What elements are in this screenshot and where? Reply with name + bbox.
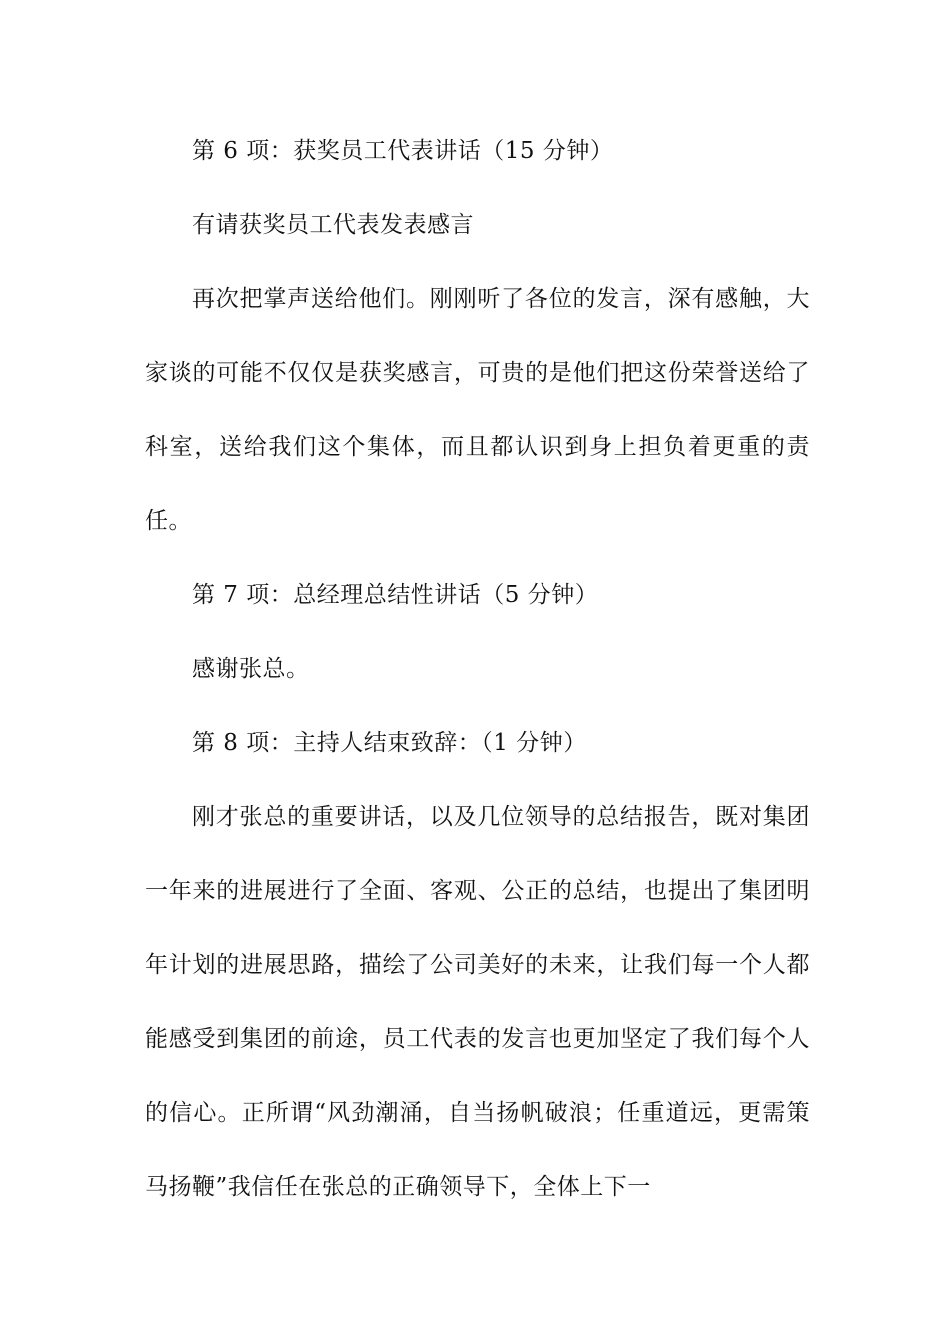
item-6-invitation: 有请获奖员工代表发表感言 [192, 212, 474, 238]
item-6-remarks: 再次把掌声送给他们。刚刚听了各位的发言，深有感触，大家谈的可能不仅仅是获奖感言，可贵的是他们把这份荣誉送给了科室，送给我们这个集体，而且都认识到身上担负着更重的责任。 [145, 286, 810, 534]
item-7-remarks: 感谢张总。 [192, 656, 310, 682]
item-8-heading: 第 8 项：主持人结束致辞：（1 分钟） [192, 730, 587, 756]
item-8-closing-speech: 刚才张总的重要讲话，以及几位领导的总结报告，既对集团一年来的进展进行了全面、客观、公正的总结，也提出了集团明年计划的进展思路，描绘了公司美好的未来，让我们每一个人都能感受到集团的前途，员工代表的发言也更加坚定了我们每个人的信心。正所谓“风劲潮涌，自当扬帆破浪；任重道远，更需策马扬鞭”我信任在张总的正确领导下，全体上下一 [145, 804, 810, 1200]
item-7-heading: 第 7 项：总经理总结性讲话（5 分钟） [192, 582, 599, 608]
item-6-heading: 第 6 项：获奖员工代表讲话（15 分钟） [192, 138, 614, 164]
